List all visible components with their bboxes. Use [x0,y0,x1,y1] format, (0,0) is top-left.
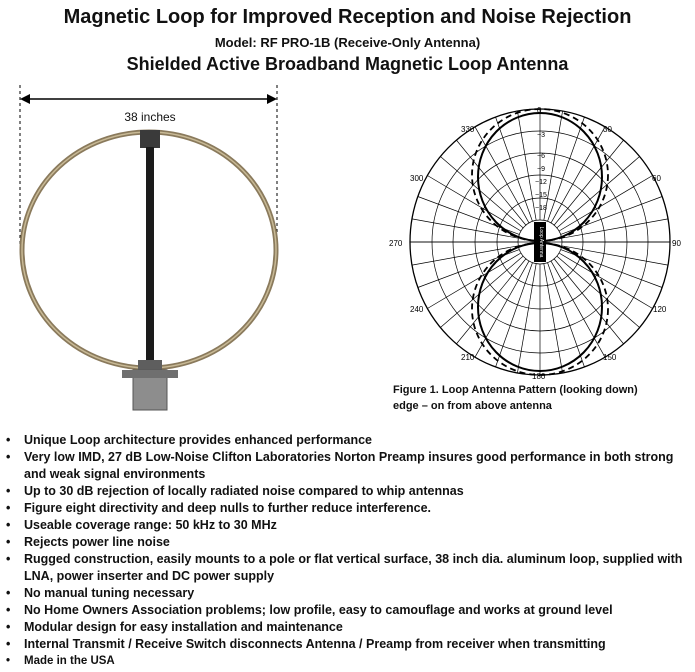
polar-spoke [544,264,563,373]
feature-item: • Rugged construction, easily mounts to a pole or flat vertical surface, 38 inch dia. aluminum loop, supplied with LNA, power inserter and DC power supply [0,551,695,585]
polar-spoke [557,157,640,228]
figure-caption [393,382,638,414]
feature-item: • No manual tuning necessary [0,585,695,602]
dimension-label: 38 inches [124,110,176,124]
feature-item: • Made in the USA [0,653,695,670]
angle-label-0: 0 [537,106,542,115]
feature-item: • Unique Loop architecture provides enhanced performance [0,432,695,449]
ring-label-9: −9 [537,166,545,173]
top-coupler [140,130,160,148]
polar-spoke [496,117,533,221]
angle-label-180: 180 [532,372,546,381]
caption-line-1: Figure 1. Loop Antenna Pattern (looking down) [393,384,638,396]
ring-label-3: −3 [537,132,545,139]
feature-item: • No Home Owners Association problems; low profile, easy to camouflage and works at ground level [0,602,695,619]
feature-list [0,432,695,670]
polar-spoke [554,259,623,344]
polar-spoke [440,157,523,228]
ring-label-15: −15 [535,192,547,199]
polar-spoke [456,259,525,344]
angle-label-120: 120 [653,305,667,314]
dimension-arrow-left-head [20,94,30,104]
mast [146,147,154,362]
dimension-arrow-right-head [267,94,277,104]
feature-item: • Up to 30 dB rejection of locally radiated noise compared to whip antennas [0,483,695,500]
polar-spoke [517,264,536,373]
angle-label-240: 240 [410,305,424,314]
antenna-photo [0,85,300,415]
angle-label-270: 270 [389,239,403,248]
polar-spoke [548,117,585,221]
polar-spoke [554,140,623,225]
polar-spoke [456,140,525,225]
polar-spoke [548,263,585,367]
ring-label-18: −18 [535,205,547,212]
angle-label-300: 300 [410,174,424,183]
polar-spoke [544,111,563,220]
polar-spoke [557,256,640,327]
polar-spoke [517,111,536,220]
ring-label-6: −6 [537,153,545,160]
mount-plate [122,370,178,378]
angle-label-60: 60 [652,174,661,183]
polar-spoke [496,263,533,367]
angle-label-150: 150 [603,353,617,362]
ring-label-12: −12 [535,179,547,186]
angle-label-30: 30 [603,125,612,134]
feature-item: • Rejects power line noise [0,534,695,551]
polar-spoke [440,256,523,327]
angle-label-90: 90 [672,239,681,248]
page-subtitle: Shielded Active Broadband Magnetic Loop Antenna [126,54,569,74]
angle-label-210: 210 [461,353,475,362]
page-title: Magnetic Loop for Improved Reception and Noise Rejection [63,6,632,28]
angle-label-330: 330 [461,125,475,134]
feature-item: • Modular design for easy installation and maintenance [0,619,695,636]
feature-item: • Internal Transmit / Receive Switch disconnects Antenna / Preamp from receiver when transmitting [0,636,695,653]
model-line: Model: RF PRO-1B (Receive-Only Antenna) [214,35,481,50]
loop-antenna-label: Loop Antenna [538,226,544,258]
feature-item: • Useable coverage range: 50 kHz to 30 MHz [0,517,695,534]
feature-item: • Figure eight directivity and deep nulls to further reduce interference. [0,500,695,517]
caption-line-2: edge – on from above antenna [393,400,552,412]
polar-plot [385,105,685,381]
feature-item: • Very low IMD, 27 dB Low-Noise Clifton Laboratories Norton Preamp insures good performance in both strong and weak signal environments [0,449,695,483]
